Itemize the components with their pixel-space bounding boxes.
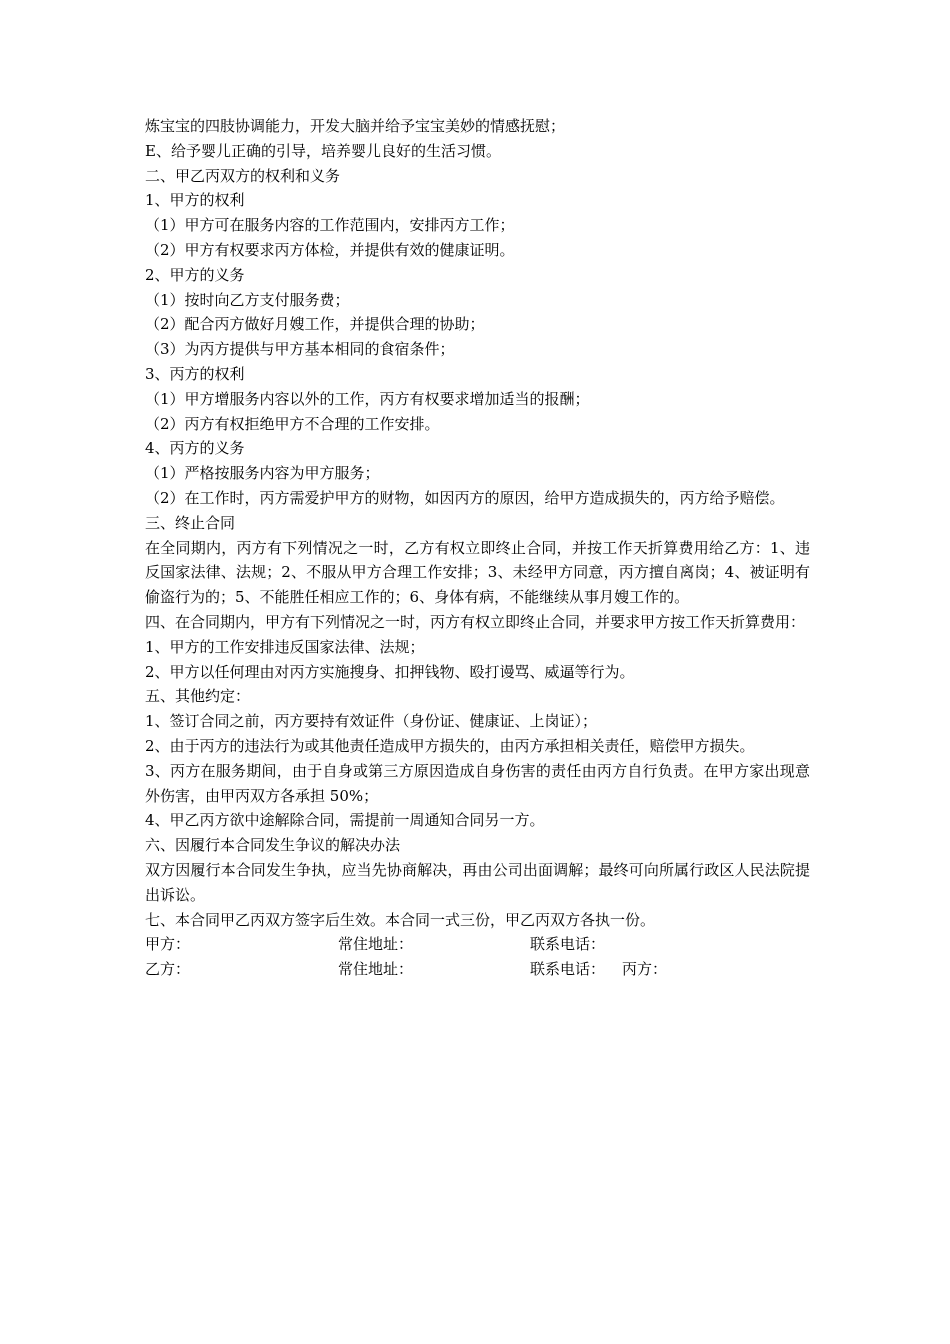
party-a-label: 甲方： [145,935,191,954]
section-heading: 六、因履行本合同发生争议的解决办法 [145,836,401,855]
contract-document [145,114,810,982]
text-line: （2）丙方有权拒绝甲方不合理的工作安排。 [145,414,440,433]
subsection-heading: 4、丙方的义务 [145,439,245,458]
subsection-heading: 2、甲方的义务 [145,265,245,284]
text-line: 2、甲方以任何理由对丙方实施搜身、扣押钱物、殴打谩骂、威逼等行为。 [145,662,635,681]
text-line: E、给予婴儿正确的引导，培养婴儿良好的生活习惯。 [145,141,501,160]
text-line: 1、甲方的工作安排违反国家法律、法规； [145,637,425,656]
text-line: （1）甲方可在服务内容的工作范围内，安排丙方工作； [145,216,515,235]
section-heading: 五、其他约定： [145,687,251,706]
text-line: （1）严格按服务内容为甲方服务； [145,464,380,483]
text-line: 4、甲乙丙方欲中途解除合同，需提前一周通知合同另一方。 [145,811,545,830]
phone-label: 联系电话： [530,935,606,954]
signature-row-party-b [145,957,810,982]
signature-row-party-a [145,932,810,957]
party-c-label: 丙方： [622,960,668,979]
address-label: 常住地址： [338,960,414,979]
text-line: 2、由于丙方的违法行为或其他责任造成甲方损失的，由丙方承担相关责任，赔偿甲方损失。 [145,736,755,755]
phone-label: 联系电话： [530,960,606,979]
paragraph-section-four: 四、在合同期内，甲方有下列情况之一时，丙方有权立即终止合同，并要求甲方按工作天折算费用： [145,612,806,631]
text-line: 炼宝宝的四肢协调能力，开发大脑并给予宝宝美妙的情感抚慰； [145,117,566,135]
section-heading: 二、甲乙丙双方的权利和义务 [145,166,341,185]
paragraph-injury-liability: 3、丙方在服务期间，由于自身或第三方原因造成自身伤害的责任由丙方自行负责。在甲方家出现意外伤害，由甲丙双方各承担 50%； [145,761,810,805]
text-line: （2）甲方有权要求丙方体检，并提供有效的健康证明。 [145,240,515,259]
section-heading: 三、终止合同 [145,513,236,532]
subsection-heading: 3、丙方的权利 [145,364,245,383]
text-line: （2）配合丙方做好月嫂工作，并提供合理的协助； [145,315,485,334]
section-heading: 七、本合同甲乙丙双方签字后生效。本合同一式三份，甲乙丙双方各执一份。 [145,910,656,929]
text-line: 1、签订合同之前，丙方要持有效证件（身份证、健康证、上岗证）； [145,712,598,731]
text-line: （1）按时向乙方支付服务费； [145,290,350,309]
address-label: 常住地址： [338,935,414,954]
text-line: （3）为丙方提供与甲方基本相同的食宿条件； [145,340,455,359]
subsection-heading: 1、甲方的权利 [145,191,245,210]
text-line: （1）甲方增服务内容以外的工作，丙方有权要求增加适当的报酬； [145,389,590,408]
party-b-label: 乙方： [145,960,191,979]
paragraph-compensation: （2）在工作时，丙方需爱护甲方的财物，如因丙方的原因，给甲方造成损失的，丙方给予赔偿。 [145,488,785,507]
paragraph-termination-conditions: 在全同期内，丙方有下列情况之一时，乙方有权立即终止合同，并按工作天折算费用给乙方：1、违反国家法律、法规；2、不服从甲方合理工作安排；3、未经甲方同意，丙方擅自离岗；4、被证明有偷盗行为的；5、不能胜任相应工作的；6、身体有病，不能继续从事月嫂工作的。 [145,538,810,607]
paragraph-dispute-resolution: 双方因履行本合同发生争执，应当先协商解决，再由公司出面调解；最终可向所属行政区人民法院提出诉讼。 [145,860,810,904]
